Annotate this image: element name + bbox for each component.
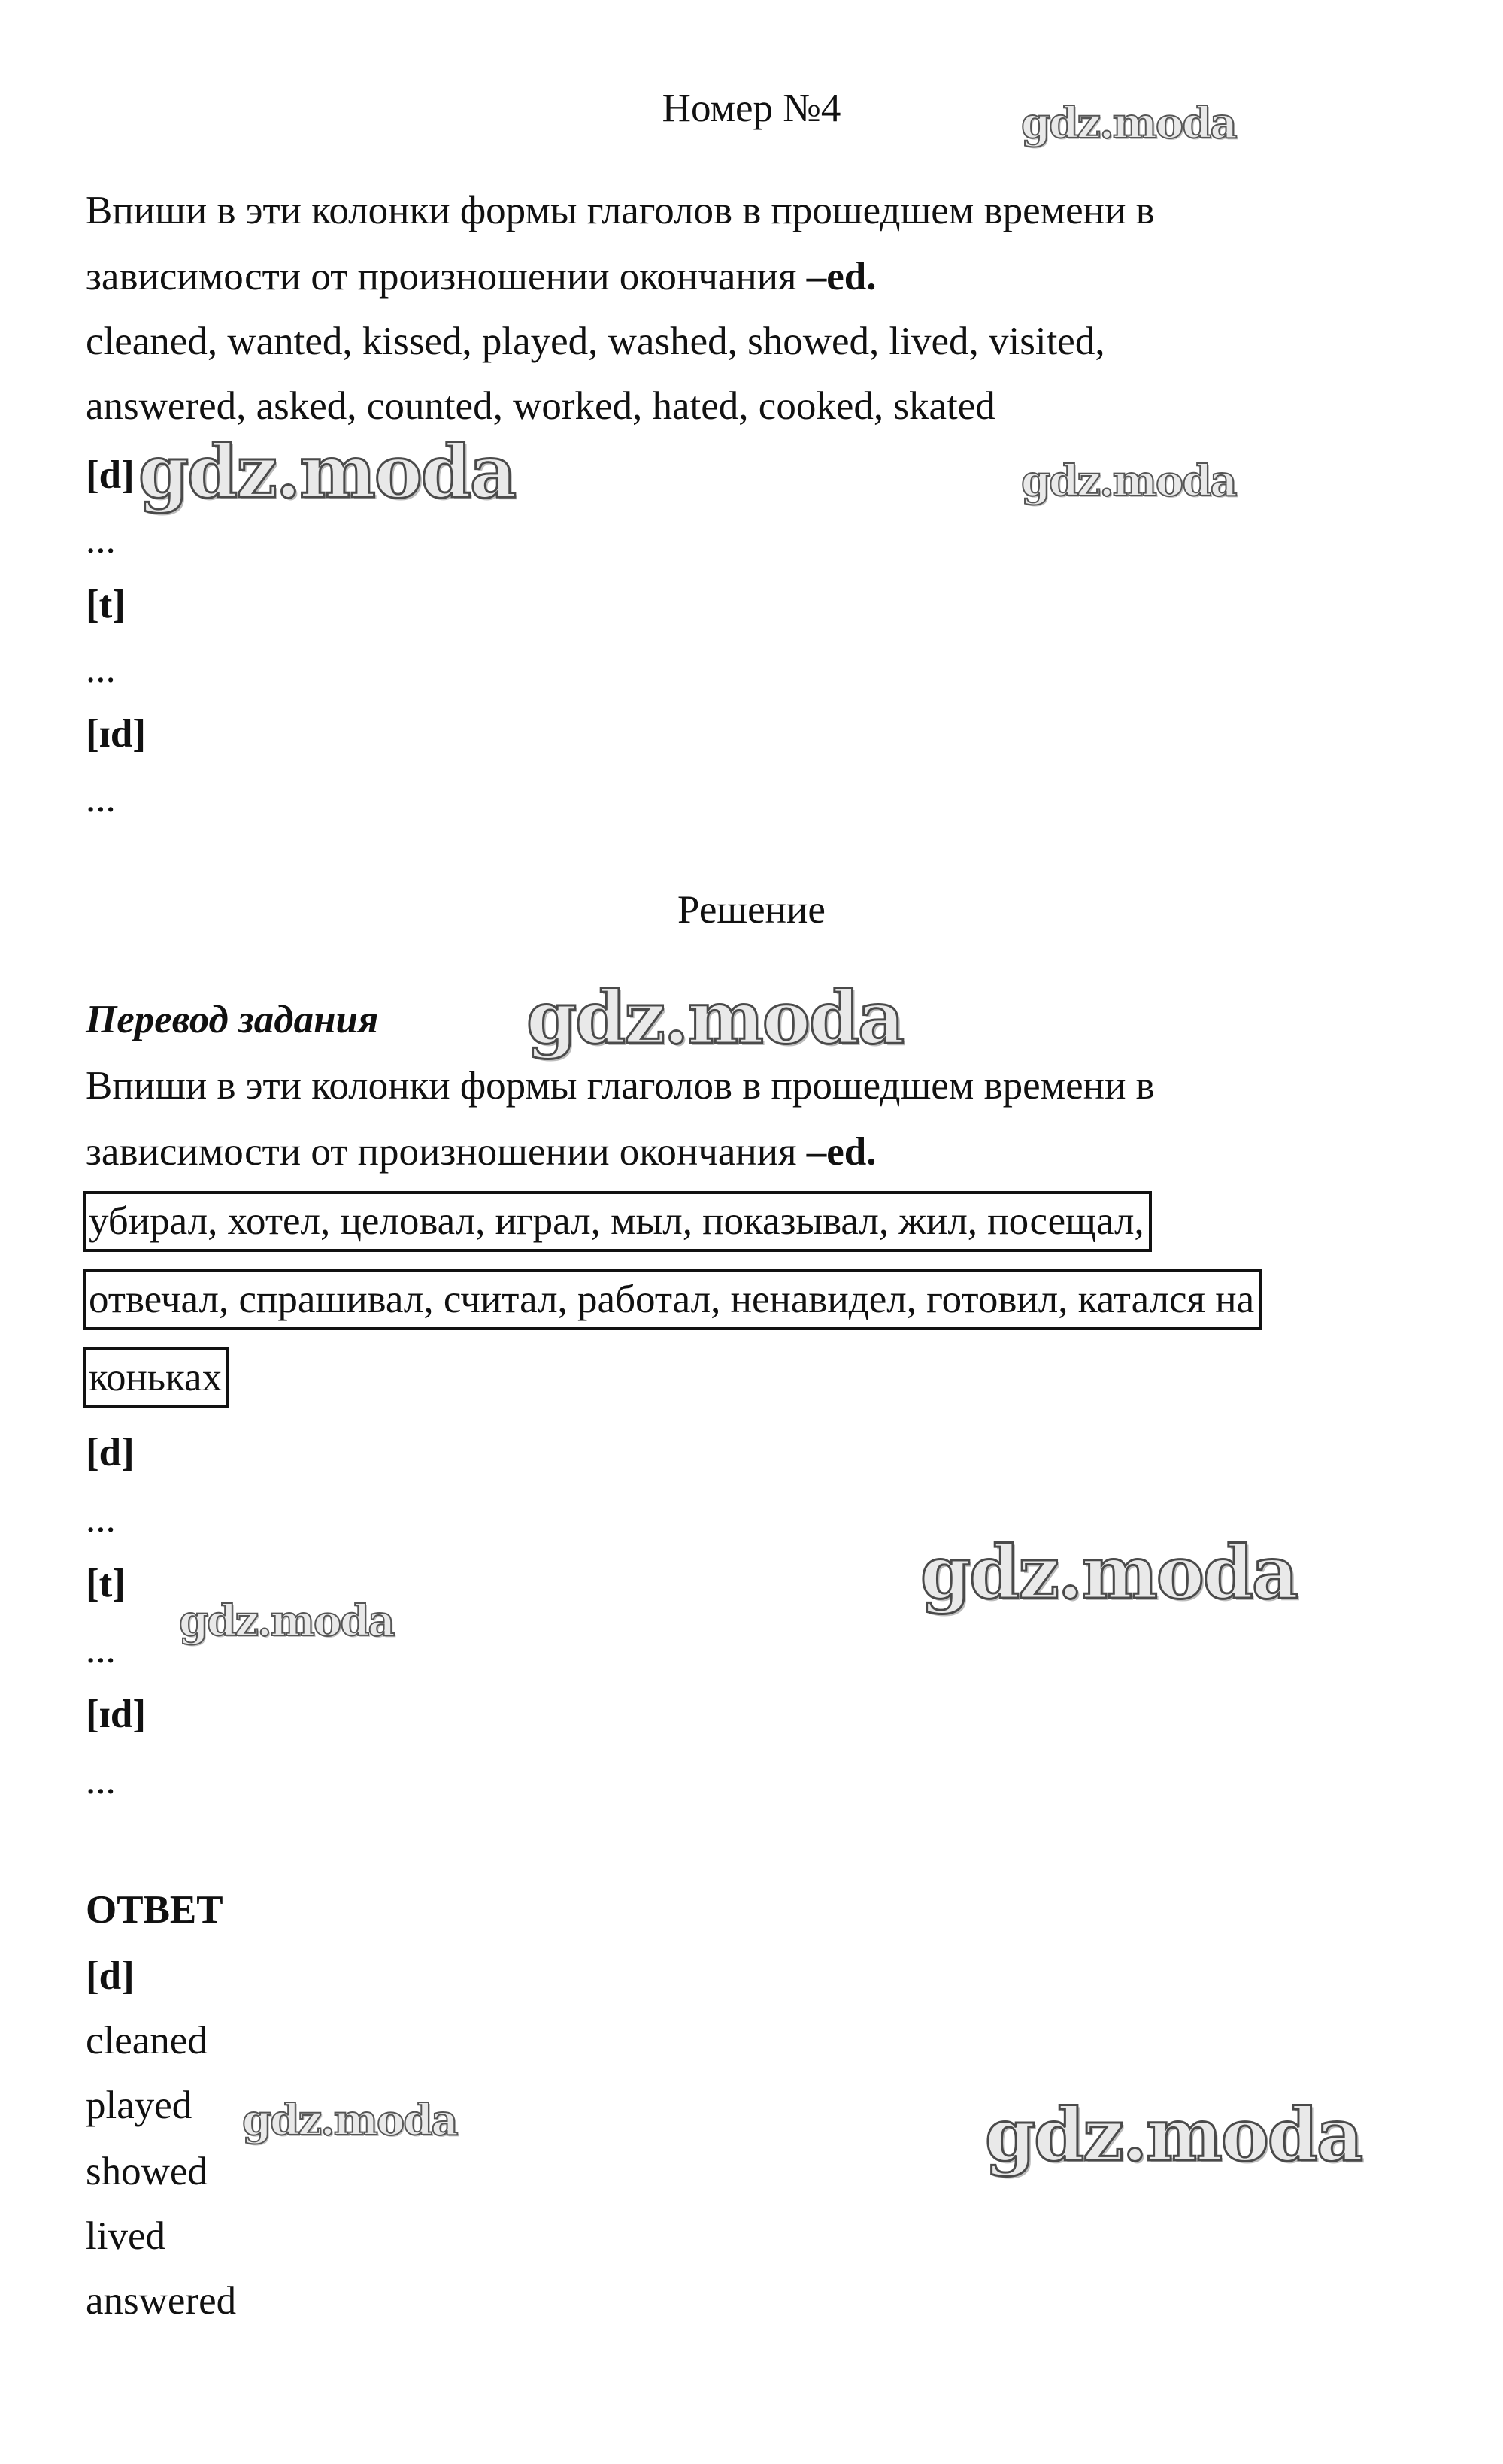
task-placeholder-d: ... (86, 518, 116, 562)
answer-word: lived (86, 2214, 165, 2258)
task-words-line-1: cleaned, wanted, kissed, played, washed, showed, lived, visited, (86, 320, 1105, 363)
watermark: gdz.moda (179, 1596, 394, 1646)
page-title: Номер №4 (662, 86, 841, 130)
translation-heading: Перевод задания (86, 998, 379, 1041)
watermark: gdz.moda (985, 2093, 1362, 2178)
answer-word: answered (86, 2279, 237, 2323)
task-text-line-2 (86, 257, 877, 297)
task-label-t: [t] (86, 583, 126, 626)
task-placeholder-t: ... (86, 647, 116, 691)
translation-box-line-1: убирал, хотел, целовал, играл, мыл, показывал, жил, посещал, (83, 1191, 1152, 1252)
answer-word: played (86, 2084, 192, 2127)
watermark: gdz.moda (242, 2096, 457, 2145)
solution-placeholder-t: ... (86, 1628, 116, 1671)
task-ed-suffix: –ed. (806, 255, 877, 299)
task-text-line-2-main: зависимости от произношении окончания (86, 255, 807, 299)
solution-placeholder-id: ... (86, 1759, 116, 1802)
answer-word: cleaned (86, 2019, 208, 2062)
translation-box-line-2: отвечал, спрашивал, считал, работал, ненавидел, готовил, катался на (83, 1269, 1262, 1330)
task-label-id: [ɪd] (86, 712, 147, 756)
solution-ed-suffix: –ed. (806, 1130, 877, 1174)
answer-label-d: [d] (86, 1954, 135, 1998)
watermark: gdz.moda (1021, 98, 1236, 148)
solution-placeholder-d: ... (86, 1497, 116, 1541)
watermark: gdz.moda (1021, 456, 1236, 506)
solution-text-line-2 (86, 1132, 877, 1172)
solution-label-id: [ɪd] (86, 1693, 147, 1736)
task-words-line-2: answered, asked, counted, worked, hated, cooked, skated (86, 384, 995, 428)
solution-label-t: [t] (86, 1562, 126, 1605)
solution-text-line-2-main: зависимости от произношении окончания (86, 1130, 807, 1174)
task-placeholder-id: ... (86, 777, 116, 820)
task-text-line-1: Впиши в эти колонки формы глаголов в прошедшем времени в (86, 189, 1155, 232)
solution-label-d: [d] (86, 1431, 135, 1474)
task-label-d: [d] (86, 453, 135, 497)
watermark: gdz.moda (526, 975, 904, 1060)
watermark: gdz.moda (138, 429, 516, 514)
solution-heading: Решение (677, 888, 826, 932)
answer-heading: ОТВЕТ (86, 1888, 223, 1932)
answer-word: showed (86, 2150, 208, 2193)
watermark: gdz.moda (920, 1530, 1298, 1615)
translation-box-line-3: коньках (83, 1347, 229, 1408)
solution-text-line-1: Впиши в эти колонки формы глаголов в прошедшем времени в (86, 1064, 1155, 1108)
